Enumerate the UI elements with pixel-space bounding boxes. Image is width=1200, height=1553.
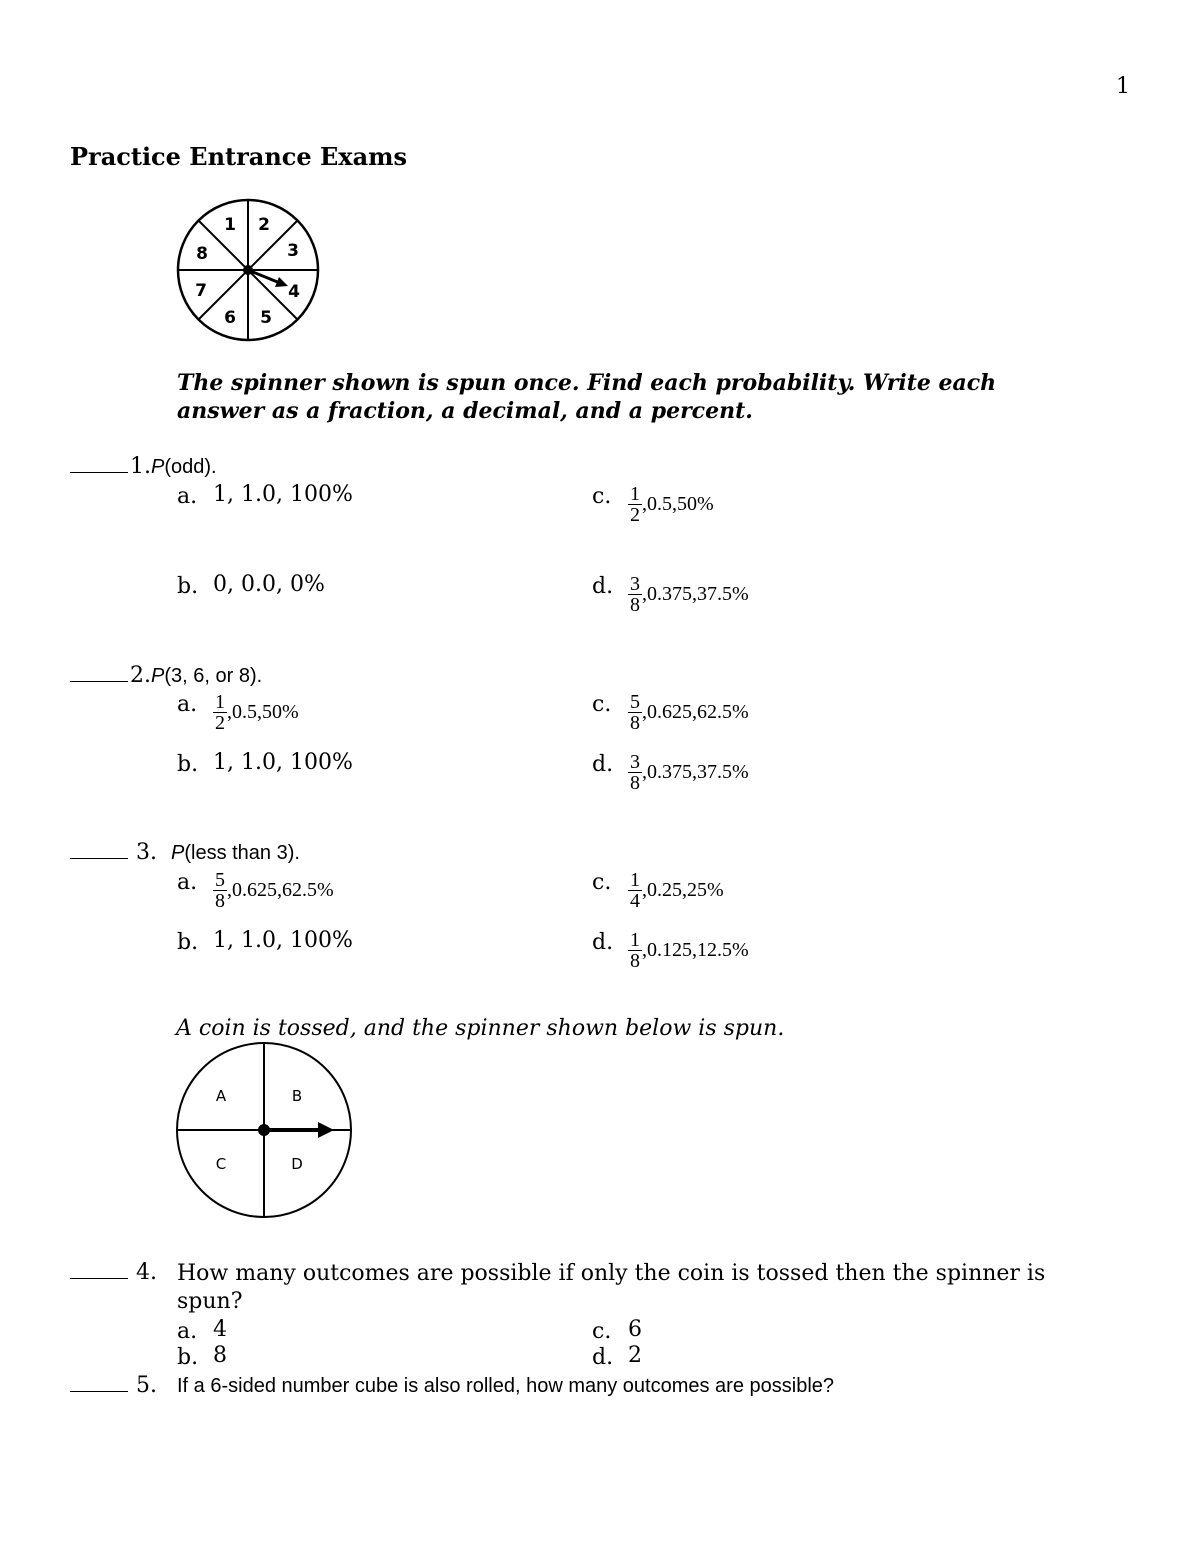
option-text: ,0.625,62.5% — [227, 879, 334, 901]
option-letter: d. — [592, 574, 614, 599]
fraction-denominator: 2 — [630, 504, 640, 526]
option-letter: a. — [177, 692, 198, 717]
question-4-text: How many outcomes are possible if only the coin is tossed then the spinner is spun? — [177, 1261, 1046, 1314]
option-letter: b. — [177, 1345, 199, 1370]
question-3-option-b[interactable] — [177, 928, 353, 955]
option-letter: c. — [592, 692, 612, 717]
option-text: ,0.125,12.5% — [642, 939, 749, 961]
fraction — [628, 930, 642, 971]
probability-symbol: P — [171, 842, 185, 864]
spinner-1-label: 4 — [288, 282, 300, 302]
fraction-numerator: 3 — [630, 573, 640, 595]
option-letter: c. — [592, 870, 612, 895]
option-letter: b. — [177, 752, 199, 777]
option-text: 1, 1.0, 100% — [213, 928, 353, 953]
question-4-option-d[interactable] — [592, 1343, 642, 1370]
fraction — [628, 870, 642, 911]
option-text: ,0.5,50% — [642, 493, 714, 515]
instruction-text: The spinner shown is spun once. Find each probability. Write each answer as a fraction, a decimal, and a percent. — [177, 370, 997, 424]
spinner-1-label: 1 — [224, 215, 236, 235]
question-1-option-a[interactable] — [177, 482, 353, 509]
fraction-numerator: 5 — [215, 869, 225, 891]
fraction-numerator: 1 — [630, 483, 640, 505]
answer-blank[interactable] — [70, 1260, 128, 1279]
spinner-1-label: 5 — [260, 308, 272, 328]
spinner-2-label: B — [291, 1087, 303, 1105]
question-2-option-a[interactable] — [177, 692, 299, 733]
spinner-2-label: A — [215, 1087, 227, 1105]
option-text: ,0.5,50% — [227, 701, 299, 723]
fraction-denominator: 8 — [630, 594, 640, 616]
option-letter: a. — [177, 1319, 198, 1344]
question-1-option-c[interactable] — [592, 484, 714, 525]
fraction-numerator: 1 — [630, 929, 640, 951]
answer-blank[interactable] — [70, 840, 128, 859]
option-text: ,0.375,37.5% — [642, 761, 749, 783]
question-4-number — [70, 1260, 157, 1285]
option-letter: b. — [177, 574, 199, 599]
fraction — [628, 484, 642, 525]
fraction — [213, 870, 227, 911]
question-3-prompt — [70, 840, 300, 865]
option-letter: d. — [592, 752, 614, 777]
instruction-text: A coin is tossed, and the spinner shown below is spun. — [176, 1016, 785, 1041]
question-4-option-a[interactable] — [177, 1317, 227, 1344]
fraction — [628, 752, 642, 793]
option-letter: c. — [592, 484, 612, 509]
question-3-option-a[interactable] — [177, 870, 334, 911]
spinner-2-diagram — [174, 1040, 356, 1222]
question-1-option-d[interactable] — [592, 574, 749, 615]
answer-blank[interactable] — [70, 663, 128, 682]
option-text: ,0.375,37.5% — [642, 583, 749, 605]
option-letter: d. — [592, 1345, 614, 1370]
answer-blank[interactable] — [70, 1373, 128, 1392]
fraction — [628, 574, 642, 615]
fraction-numerator: 1 — [630, 869, 640, 891]
question-number: 2. — [130, 663, 151, 688]
question-4-option-c[interactable] — [592, 1317, 642, 1344]
answer-blank[interactable] — [70, 454, 128, 473]
fraction-denominator: 8 — [215, 890, 225, 912]
option-letter: a. — [177, 870, 198, 895]
question-number: 4. — [136, 1260, 157, 1285]
page-number: 1 — [1116, 74, 1130, 99]
option-text: 1, 1.0, 100% — [213, 750, 353, 775]
page-title: Practice Entrance Exams — [70, 142, 408, 171]
option-text: 0, 0.0, 0% — [213, 572, 325, 597]
question-number: 5. — [136, 1373, 157, 1398]
probability-symbol: P — [151, 665, 165, 687]
question-2-option-c[interactable] — [592, 692, 749, 733]
fraction-denominator: 8 — [630, 712, 640, 734]
spinner-1-label: 3 — [287, 241, 299, 261]
question-5-number — [70, 1373, 157, 1398]
spinner-1-label: 7 — [195, 281, 207, 301]
question-1-option-b[interactable] — [177, 572, 325, 599]
spinner-1-label: 8 — [196, 244, 208, 264]
option-text: 1, 1.0, 100% — [213, 482, 353, 507]
question-2-prompt — [70, 663, 262, 688]
question-prompt: (3, 6, or 8). — [164, 665, 263, 687]
question-prompt: (less than 3). — [184, 842, 300, 864]
fraction-numerator: 5 — [630, 691, 640, 713]
question-2-option-b[interactable] — [177, 750, 353, 777]
option-text: ,0.625,62.5% — [642, 701, 749, 723]
fraction — [213, 692, 227, 733]
spinner-2-label: C — [215, 1155, 227, 1173]
question-3-option-c[interactable] — [592, 870, 724, 911]
spinner-1-label: 6 — [224, 308, 236, 328]
option-text: 6 — [628, 1317, 642, 1342]
probability-symbol: P — [151, 456, 165, 478]
question-2-option-d[interactable] — [592, 752, 749, 793]
question-number: 3. — [136, 840, 157, 865]
spinner-1-diagram — [172, 196, 324, 344]
option-text: 2 — [628, 1343, 642, 1368]
option-letter: b. — [177, 930, 199, 955]
spinner-1-label: 2 — [258, 215, 270, 235]
fraction-denominator: 8 — [630, 950, 640, 972]
option-letter: d. — [592, 930, 614, 955]
fraction-denominator: 4 — [630, 890, 640, 912]
question-5-text: If a 6-sided number cube is also rolled, how many outcomes are possible? — [177, 1375, 835, 1397]
question-number: 1. — [130, 454, 151, 479]
spinner-2-label: D — [291, 1155, 303, 1173]
fraction — [628, 692, 642, 733]
question-1-prompt — [70, 454, 217, 479]
option-text: ,0.25,25% — [642, 879, 724, 901]
option-letter: a. — [177, 484, 198, 509]
fraction-denominator: 8 — [630, 772, 640, 794]
fraction-numerator: 3 — [630, 751, 640, 773]
fraction-numerator: 1 — [215, 691, 225, 713]
option-letter: c. — [592, 1319, 612, 1344]
fraction-denominator: 2 — [215, 712, 225, 734]
option-text: 4 — [213, 1317, 227, 1342]
question-4-option-b[interactable] — [177, 1343, 227, 1370]
option-text: 8 — [213, 1343, 227, 1368]
question-3-option-d[interactable] — [592, 930, 749, 971]
question-prompt: (odd). — [164, 456, 217, 478]
